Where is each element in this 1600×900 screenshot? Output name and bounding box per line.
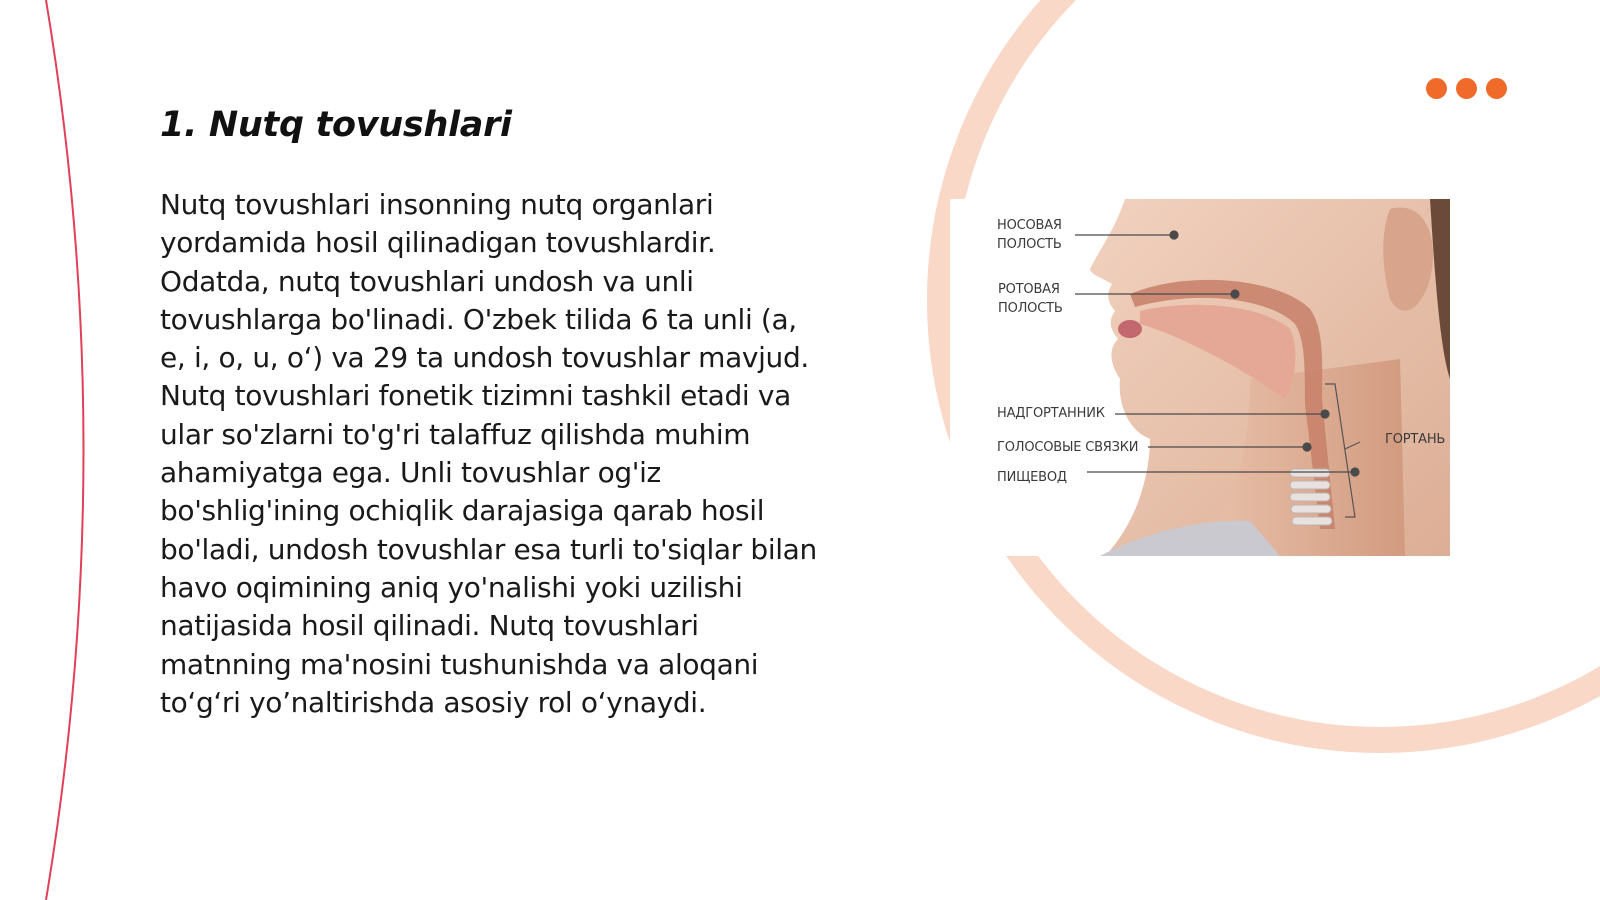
slide-body-text: Nutq tovushlari insonning nutq organlari yordamida hosil qilinadigan tovushlardir. Odatda, nutq tovushlari undosh va unli tovushlarga bo'linadi. O'zbek tilida 6 ta unli (a, e, i, o, u, o‘) va 29 ta undosh tovushlar mavjud. Nutq tovushlari fonetik tizimni tashkil etadi va ular so'zlarni to'g'ri talaffuz qilishda muhim ahamiyatga ega. Unli tovushlar og'iz bo'shlig'ining ochiqlik darajasiga qarab hosil bo'ladi, undosh tovushlar esa turli to'siqlar bilan havo oqimining aniq yo'nalishi yoki uzilishi natijasida hosil qilinadi. Nutq tovushlari matnning ma'nosini tushunishda va aloqani to‘g‘ri yo’naltirishda asosiy rol o‘ynaydi. [160,188,817,719]
menu-dots [1426,78,1507,99]
slide-title: 1. Nutq tovushlari [160,105,512,145]
leader-nasal-dot [1170,231,1178,239]
trachea [1290,469,1332,525]
label-epiglottis: НАДГОРТАННИК [997,406,1105,421]
label-oral-cavity [998,280,1063,318]
lips [1118,320,1142,338]
label-oral-line1: РОТОВАЯ [998,282,1060,297]
label-esophagus: ПИЩЕВОД [997,470,1067,485]
anatomy-figure [950,199,1450,556]
leader-epiglottis-dot [1321,410,1329,418]
left-arc-line [46,0,84,900]
dot-icon [1426,78,1447,99]
label-nasal-line2: ПОЛОСТЬ [997,237,1062,252]
label-nasal-cavity [997,216,1062,254]
label-larynx: ГОРТАНЬ [1385,432,1446,447]
dot-icon [1486,78,1507,99]
leader-vocal-cords-dot [1303,443,1311,451]
dot-icon [1456,78,1477,99]
label-oral-line2: ПОЛОСТЬ [998,301,1063,316]
leader-esophagus-dot [1351,468,1359,476]
label-vocal-cords: ГОЛОСОВЫЕ СВЯЗКИ [997,440,1139,455]
label-nasal-line1: НОСОВАЯ [997,218,1062,233]
leader-oral-dot [1231,290,1239,298]
